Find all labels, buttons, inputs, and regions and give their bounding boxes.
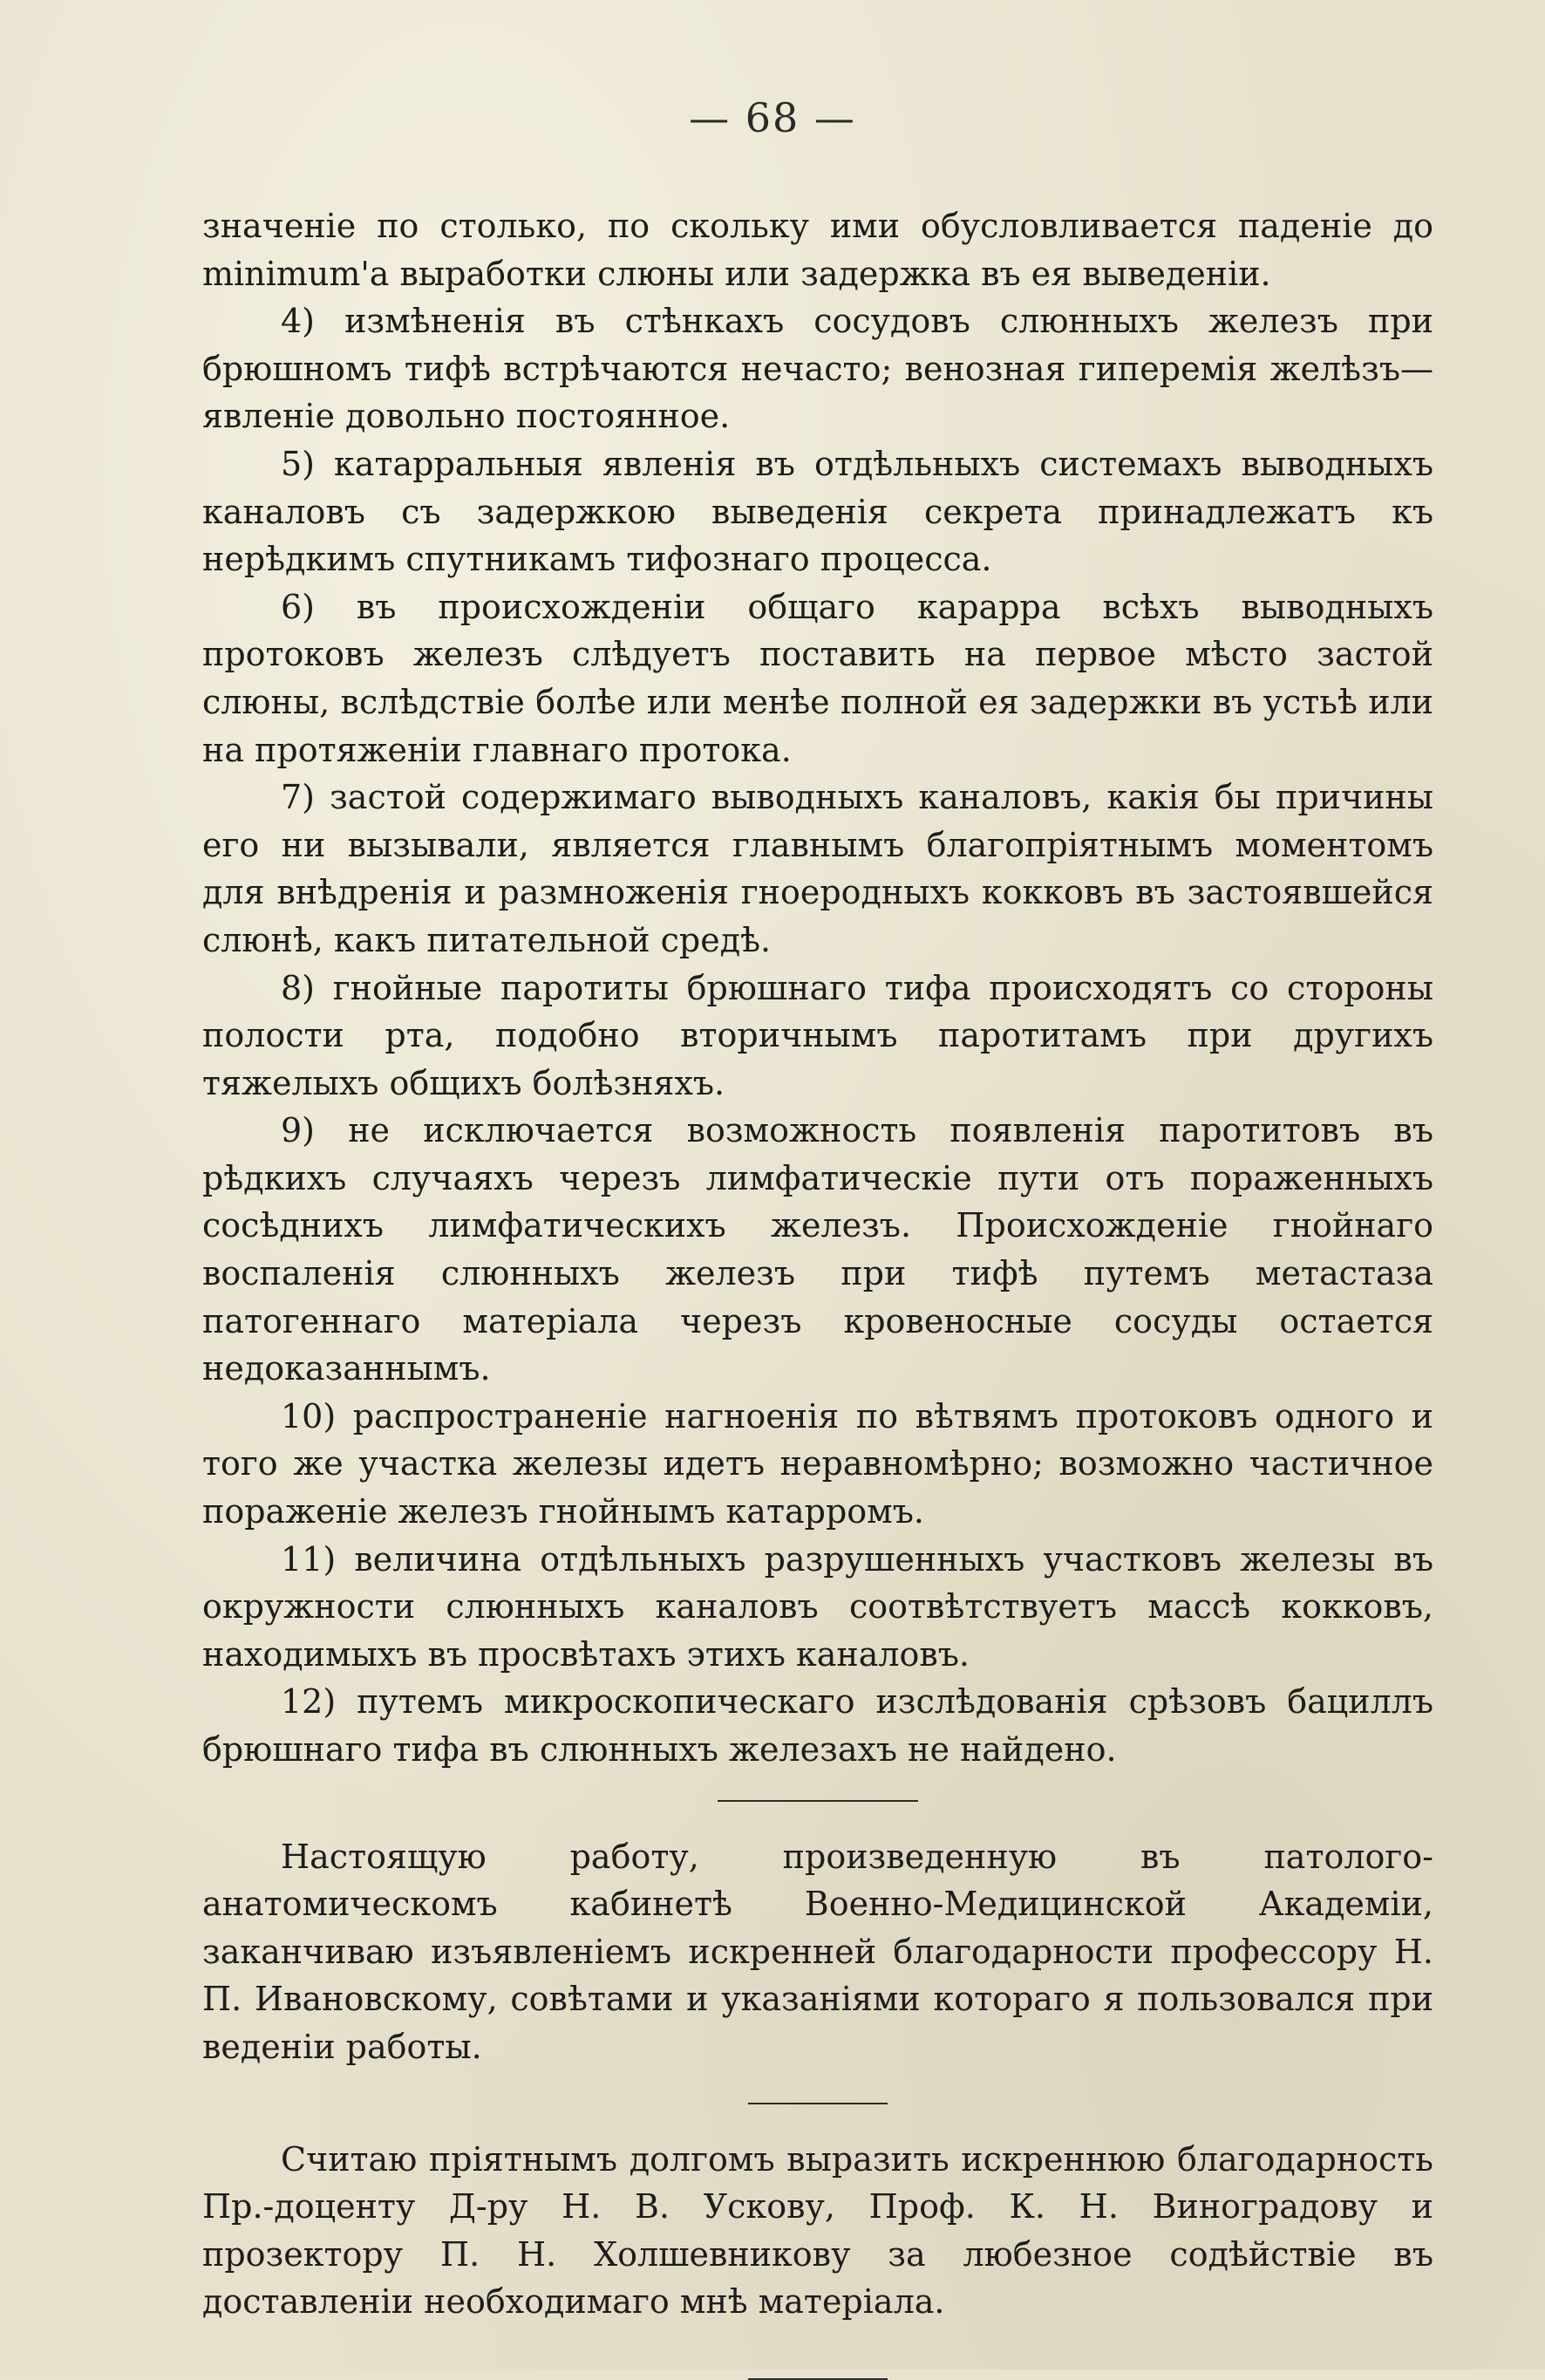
acknowledgment-paragraph-1: Настоящую работу, произведенную въ патолого-анатомическомъ кабинетѣ Военно-Медицинской Академіи, заканчиваю изъявленіемъ искренней благодарности профессору Н. П. Ивановскому, совѣтами и указаніями котораго я пользовался при веденіи работы. xyxy=(202,1837,1433,2066)
acknowledgment-paragraph-2: Считаю пріятнымъ долгомъ выразить искреннюю благодарность Пр.-доценту Д-ру Н. В. Ускову, Проф. К. Н. Виноградову и прозектору П. Н. Холшевникову за любезное содѣйствіе въ доставленіи необходимаго мнѣ матеріала. xyxy=(202,2139,1433,2322)
page-number: — 68 — xyxy=(689,94,856,141)
section-divider xyxy=(748,2103,888,2104)
conclusion-item-8: 8) гнойные паротиты брюшнаго тифа происходятъ со стороны полости рта, подобно вторичнымъ паротитамъ при другихъ тяжелыхъ общихъ болѣзняхъ. xyxy=(202,968,1433,1102)
section-divider xyxy=(718,1800,918,1802)
conclusion-item-7: 7) застой содержимаго выводныхъ каналовъ, какія бы причины его ни вызывали, является главнымъ благопріятнымъ моментомъ для внѣдренія и размноженія гноеродныхъ кокковъ въ застоявшейся слюнѣ, какъ питательной средѣ. xyxy=(202,778,1433,959)
conclusion-paragraph-continued: значеніе по столько, по скольку ими обусловливается паденіе до minimum'а выработки слюны или задержка въ ея выведеніи. xyxy=(202,207,1433,293)
conclusion-item-4: 4) измѣненія въ стѣнкахъ сосудовъ слюнныхъ железъ при брюшномъ тифѣ встрѣчаются нечасто; венозная гиперемія желѣзъ—явленіе довольно постоянное. xyxy=(202,302,1433,436)
conclusion-item-6: 6) въ происхожденіи общаго карарра всѣхъ выводныхъ протоковъ железъ слѣдуетъ поставить на первое мѣсто застой слюны, вслѣдствіе болѣе или менѣе полной ея задержки въ устьѣ или на протяженіи главнаго протока. xyxy=(202,587,1433,769)
conclusion-item-9: 9) не исключается возможность появленія паротитовъ въ рѣдкихъ случаяхъ черезъ лимфатическіе пути отъ пораженныхъ сосѣднихъ лимфатическихъ железъ. Происхожденіе гнойнаго воспаленія слюнныхъ железъ при тифѣ путемъ метастаза патогеннаго матеріала черезъ кровеносные сосуды остается недоказаннымъ. xyxy=(202,1111,1433,1388)
conclusion-item-10: 10) распространеніе нагноенія по вѣтвямъ протоковъ одного и того же участка железы идетъ неравномѣрно; возможно частичное пораженіе железъ гнойнымъ катарромъ. xyxy=(202,1396,1433,1531)
conclusion-item-5: 5) катарральныя явленія въ отдѣльныхъ системахъ выводныхъ каналовъ съ задержкою выведенія секрета принадлежатъ къ нерѣдкимъ спутникамъ тифознаго процесса. xyxy=(202,444,1433,579)
conclusion-item-12: 12) путемъ микроскопическаго изслѣдованія срѣзовъ бациллъ брюшнаго тифа въ слюнныхъ железахъ не найдено. xyxy=(202,1682,1433,1769)
main-text xyxy=(202,202,1433,2380)
conclusion-item-11: 11) величина отдѣльныхъ разрушенныхъ участковъ железы въ окружности слюнныхъ каналовъ соотвѣтствуетъ массѣ кокковъ, находимыхъ въ просвѣтахъ этихъ каналовъ. xyxy=(202,1539,1433,1674)
